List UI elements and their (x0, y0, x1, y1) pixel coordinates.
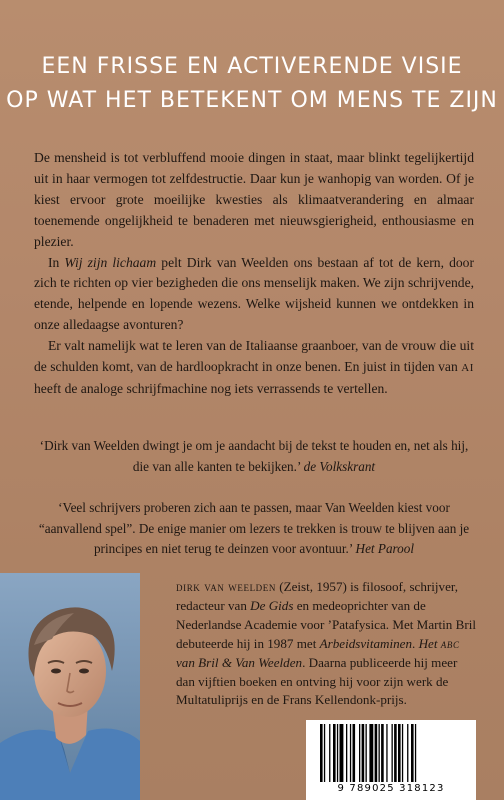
blurb-text: Er valt namelijk wat te leren van de Italiaanse graanboer, van de vrouw die uit de schulden komt, van de hardloopkracht in onze benen. En juist in tijden van (34, 338, 474, 375)
headline-line-2: OP WAT HET BETEKENT OM MENS TE ZIJN (6, 88, 498, 113)
barcode-stripe (346, 724, 347, 782)
barcode-stripe (379, 724, 380, 782)
book-title: Wij zijn lichaam (64, 254, 157, 270)
quote-source: Het Parool (355, 541, 415, 556)
book-title: Arbeidsvitaminen (319, 635, 413, 651)
barcode-stripe (407, 724, 408, 782)
barcode-stripe (381, 724, 384, 782)
barcode-stripe (320, 724, 323, 782)
author-name: dirk van weelden (176, 579, 276, 594)
barcode-stripe (353, 724, 356, 782)
barcode-bars (306, 724, 476, 786)
barcode-stripe (362, 724, 365, 782)
barcode-stripe (366, 724, 367, 782)
barcode-stripe (392, 724, 393, 782)
bio-text: . Daarna publiceerde hij meer dan vijftien boeken en ontving hij voor zijn werk de Multatuliprijs en de Frans Kellendonk-prijs. (176, 654, 458, 708)
barcode-stripe (350, 724, 351, 782)
quote-text: ‘Dirk van Weelden dwingt je om je aandacht bij de tekst te houden en, net als hij, die van alle kanten te bekijken.’ (39, 438, 469, 474)
barcode-stripe (398, 724, 401, 782)
isbn-barcode (306, 720, 476, 800)
barcode-stripe (375, 724, 378, 782)
book-title-part: abc (440, 635, 460, 651)
review-quote-2 (34, 498, 474, 560)
barcode-stripe (337, 724, 338, 782)
author-photo (0, 573, 140, 800)
blurb-paragraph-2 (34, 253, 474, 337)
barcode-stripe (415, 724, 416, 782)
blurb-text: heeft de analoge schrijfmachine nog iets verrassends te vertellen. (34, 380, 388, 396)
magazine-title: De Gids (250, 597, 294, 613)
author-portrait-illustration (0, 573, 140, 800)
barcode-stripe (402, 724, 403, 782)
barcode-stripe (333, 724, 336, 782)
blurb-text: pelt Dirk van Weelden ons bestaan af tot de kern, door zich te richten op vier bezigheden die ons menselijk maken. We zijn schrijvende, etende, helpende en lopende wezens. Welke wijsheid kunnen we ontdekken in onze alledaagse avonturen? (34, 254, 474, 333)
author-bio (176, 578, 476, 710)
review-quote-1 (34, 436, 474, 477)
book-title-part: van Bril & Van Weelden (176, 654, 303, 670)
headline (0, 50, 504, 118)
barcode-digits: 9 789025 318123 (337, 783, 445, 794)
blurb-paragraph-1: De mensheid is tot verbluffend mooie dingen in staat, maar blinkt tegelijkertijd uit in haar vermogen tot zelfdestructie. Daar kun je wanhopig van worden. Of je kiest ervoor grote moeilijke kwesties als klimaatverandering en almaar toenemende ongelijkheid te benaderen met nieuwsgierigheid, enthousiasme en plezier. (34, 150, 474, 249)
bio-text: (Zeist, 1957) is filosoof, schrijver, redacteur van (176, 579, 458, 613)
barcode-stripe (340, 724, 344, 782)
ai-abbreviation: AI (461, 362, 474, 375)
bio-text: . (412, 635, 419, 651)
quote-text: ‘Veel schrijvers proberen zich aan te passen, maar Van Weelden kiest voor “aanvallend spel”. De enige manier om lezers te trekken is trouw te blijven aan je principes en niet terug te deinzen voor avontuur.’ (38, 500, 470, 556)
blurb-paragraph-3 (34, 336, 474, 400)
barcode-stripe (394, 724, 397, 782)
barcode-stripe (386, 724, 387, 782)
barcode-stripe (324, 724, 325, 782)
blurb (34, 148, 474, 400)
book-title-part: Het (418, 635, 441, 651)
quote-source: de Volkskrant (303, 458, 376, 474)
barcode-stripe (329, 724, 330, 782)
bio-text: en medeoprichter van de Nederlandse Academie voor ’Patafysica. Met Martin Bril debuteerde hij in 1987 met (176, 597, 476, 651)
headline-line-1: EEN FRISSE EN ACTIVERENDE VISIE (41, 54, 463, 79)
barcode-stripe (369, 724, 373, 782)
barcode-stripe (411, 724, 414, 782)
blurb-text: In (48, 254, 65, 270)
barcode-stripe (359, 724, 360, 782)
